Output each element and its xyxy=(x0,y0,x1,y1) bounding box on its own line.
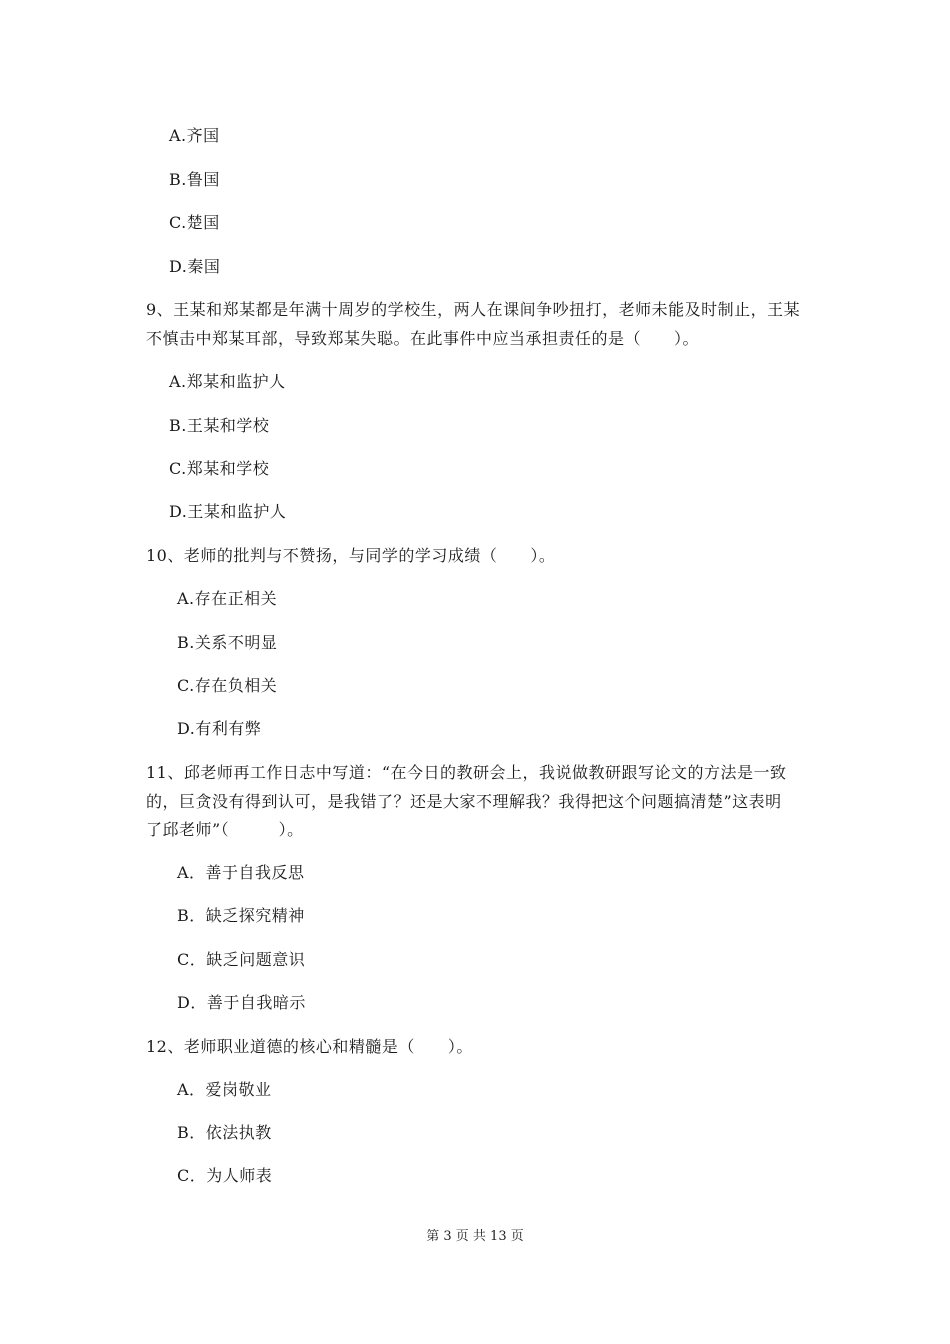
q12-text: 12、老师职业道德的核心和精髓是（ ）。 xyxy=(146,1037,473,1056)
q11-text-line-2: 的，巨贪没有得到认可，是我错了？还是大家不理解我？我得把这个问题搞清楚”这表明 xyxy=(146,792,782,811)
q8-option-d: D.秦国 xyxy=(169,257,221,276)
q12-option-c: C．为人师表 xyxy=(177,1166,273,1185)
q10-option-d: D.有利有弊 xyxy=(177,719,262,738)
q11-option-a: A．善于自我反思 xyxy=(177,863,305,882)
q8-option-a: A.齐国 xyxy=(169,126,220,145)
q11-text-line-3: 了邱老师”（ ）。 xyxy=(146,820,304,839)
q10-option-a: A.存在正相关 xyxy=(177,589,278,608)
q9-text-line-1: 9、王某和郑某都是年满十周岁的学校生，两人在课间争吵扭打，老师未能及时制止，王某 xyxy=(146,300,801,319)
q9-option-d: D.王某和监护人 xyxy=(169,502,287,521)
q9-option-b: B.王某和学校 xyxy=(169,416,270,435)
q8-option-c: C.楚国 xyxy=(169,213,220,232)
q10-text: 10、老师的批判与不赞扬，与同学的学习成绩（ ）。 xyxy=(146,546,556,565)
q11-option-d: D．善于自我暗示 xyxy=(177,993,306,1012)
q9-option-a: A.郑某和监护人 xyxy=(169,372,286,391)
q10-option-c: C.存在负相关 xyxy=(177,676,278,695)
q11-option-c: C．缺乏问题意识 xyxy=(177,950,306,969)
q11-text-line-1: 11、邱老师再工作日志中写道：“在今日的教研会上，我说做教研跟写论文的方法是一致 xyxy=(146,763,787,782)
q12-option-b: B．依法执教 xyxy=(177,1123,272,1142)
q11-option-b: B．缺乏探究精神 xyxy=(177,906,305,925)
page-footer: 第 3 页 共 13 页 xyxy=(426,1229,524,1244)
q9-text-line-2: 不慎击中郑某耳部，导致郑某失聪。在此事件中应当承担责任的是（ ）。 xyxy=(146,329,700,348)
q12-option-a: A．爱岗敬业 xyxy=(177,1080,272,1099)
q10-option-b: B.关系不明显 xyxy=(177,633,278,652)
q9-option-c: C.郑某和学校 xyxy=(169,459,270,478)
q8-option-b: B.鲁国 xyxy=(169,170,220,189)
